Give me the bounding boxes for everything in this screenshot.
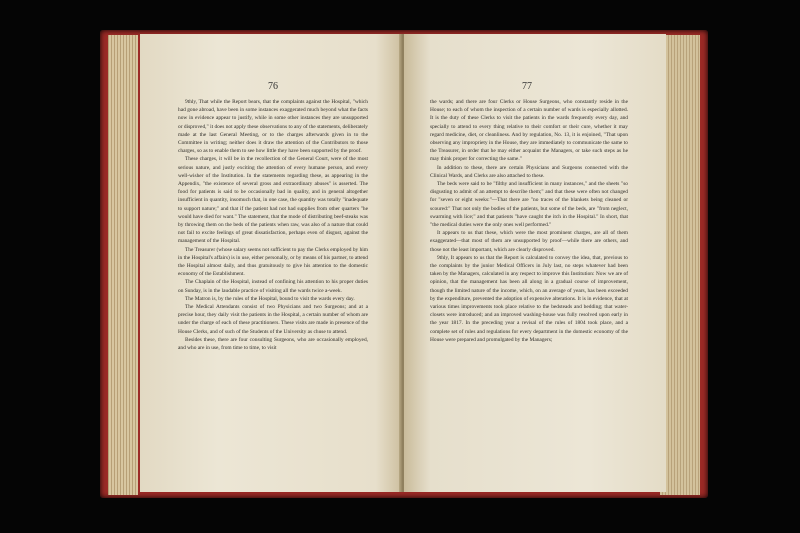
paragraph: These charges, it will be in the recollection of the General Court, were of the most serious nature, and justly exciting the attention of every humane person, and every well-wisher of the Institution. In the statements regarding these, as appearing in the Appendix, "the existence of several gross and extraordinary abuses" is asserted. The food for patients is said to be occasionally bad in quality, and in general altogether insufficient in quantity, insomuch that, in one case, the quantity was totally "inadequate to support nature;" and that if the patient had not had supplies from other quarters "he would have died for want." The statement, that the mode of distributing beef-steaks was by throwing them on the beds of the patients when raw, was also of a nature that could not fail to excite feelings of great dissatisfaction, perhaps even of disgust, against the management of the Hospital. [178, 156, 368, 245]
paragraph: The Treasurer (whose salary seems not sufficient to pay the Clerks employed by him in the Hospital's affairs) is in use, either personally, or by means of his partner, to attend the Hospital almost daily, and thus gratuitously to give his attention to the domestic economy of the Establishment. [178, 246, 368, 278]
page-edges-left [108, 35, 138, 495]
paragraph: The Matron is, by the rules of the Hospital, bound to visit the wards every day. [185, 295, 355, 302]
paragraph: 9thly, It appears to us that the Report is calculated to convey the idea, that, previous to the complaints by the junior Medical Officers in July last, no steps whatever had been taken by the Managers, calculated in any respect to improve this Institution: Now we are of opinion, that the management has been all along in a gradual course of improvement, though the limited nature of the income, which, on an average of years, has been exceeded by the expenditure, prevented the adoption of expensive alterations. It is in evidence, that at various times improvements took place relative to the bedsteads and bedding; that water-closets were introduced; and an improved washing-house was fully resolved upon early in the year 1817. In the preceding year a revisal of the rules of 1804 took place, and a complete set of rules and regulations for every department in the domestic economy of the House were prepared and promulgated by the Managers; [430, 254, 628, 343]
left-page-text [178, 98, 368, 352]
paragraph: In addition to these, there are certain Physicians and Surgeons connected with the Clinical Wards, and Clerks are also attached to these. [430, 164, 628, 179]
paragraph: the wards; and there are four Clerks or House Surgeons, who constantly reside in the House; to each of whom the inspection of a certain number of wards is especially allotted. It is the duty of these Clerks to visit the patients in the wards frequently every day, and specially to attend to every thing relative to their comfort or their cure, whether it may regard medicine, diet, or cleanliness. And by regulation, No. 13, it is enjoined, "That upon observing any impropriety in the House, they are immediately to communicate the same to the Treasurer, in order that he may either acquaint the Managers, or take such steps as he may think proper for correcting the same." [430, 99, 628, 163]
page-number-right: 77 [522, 81, 532, 92]
paragraph: The beds were said to be "filthy and insufficient in many instances," and the sheets "so disgusting to admit of an attempt to describe them;" and that these were often not changed for "seven or eight weeks:"—That there are "no traces of the blankets being cleaned or scoured:" That not only the bodies of the patients, but some of the beds, are "from neglect, swarming with lice;" and that patients "have caught the itch in the Hospital." In short, that "the medical duties were the only ones well performed." [430, 181, 628, 229]
page-number-left: 76 [268, 81, 278, 92]
paragraph: It appears to us that these, which were the most prominent charges, are all of them exaggerated—that most of them are unsupported by proof—while there are others, and those not the least important, which are clearly disproved. [430, 230, 628, 253]
paragraph: The Medical Attendants consist of two Physicians and two Surgeons; and at a precise hour, they daily visit the patients in the Hospital, a certain number of whom are under the charge of each of these practitioners. These visits are made in presence of the House Clerks, and of such of the Students of the University as chuse to attend. [178, 304, 368, 335]
left-page [140, 34, 402, 492]
page-edges-right [660, 35, 700, 495]
right-page [404, 34, 666, 492]
paragraph: The Chaplain of the Hospital, instead of confining his attention to his proper duties on Sunday, is in the laudable practice of visiting all the wards twice a-week. [178, 279, 368, 294]
paragraph: Besides these, there are four consulting Surgeons, who are occasionally employed, and who are in use, from time to time, to visit [178, 336, 368, 352]
right-page-text [430, 98, 628, 344]
paragraph: 9thly, That while the Report bears, that the complaints against the Hospital, "which had gone abroad, have been in some instances exaggerated much beyond what the facts now in evidence appear to justify, while in some other instances they are unsupported or disproved," it does not apply these observations to any of the statements, deliberately made at the last General Meeting, or to the charges afterwards given in to the Committee in writing; neither does it draw the attention of the Contributors to those charges, so as to enable them to see how little they have been supported by the proof. [178, 99, 368, 155]
